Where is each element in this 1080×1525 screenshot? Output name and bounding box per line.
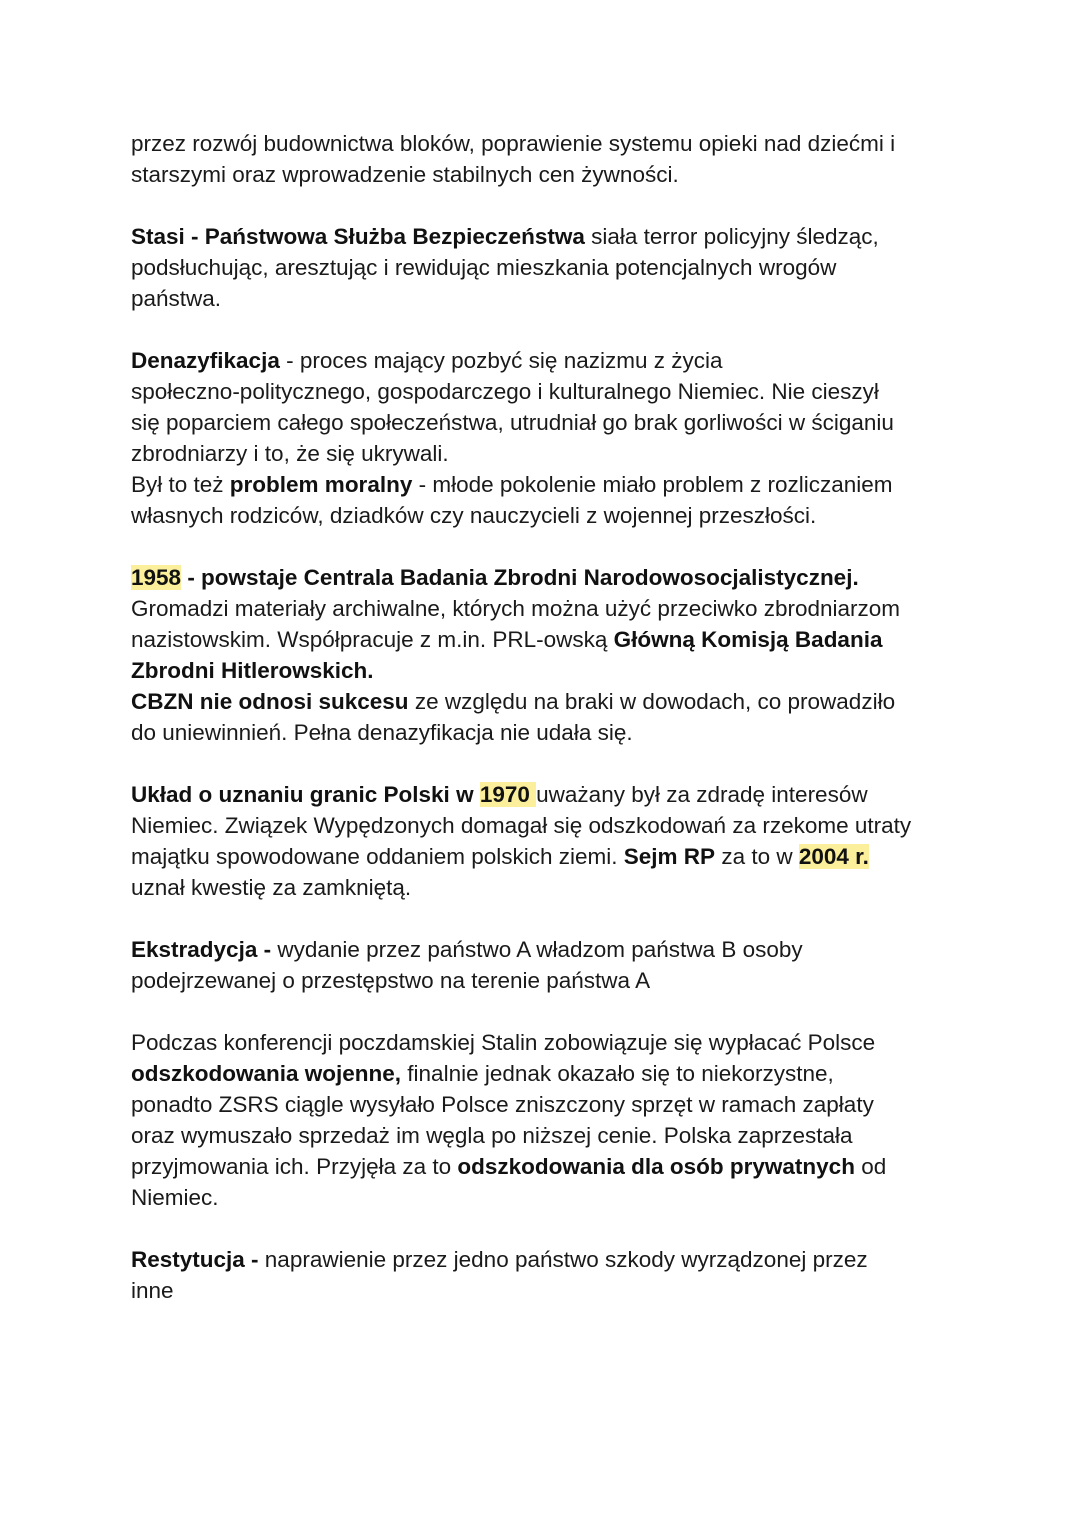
text-segment: nazistowskim. Współpracuje z m.in. PRL-owską [131,627,614,652]
text-line: uznał kwestię za zamkniętą. [131,875,412,900]
text-segment: - młode pokolenie miało problem z rozliczaniem [412,472,893,497]
bold-phrase: odszkodowania dla osób prywatnych [457,1154,855,1179]
text-line [131,655,980,686]
bold-phrase: Układ o uznaniu granic Polski w [131,782,480,807]
text-line [131,934,980,965]
term-restytucja: Restytucja - [131,1247,259,1272]
text-line: państwa. [131,286,222,311]
text-line [131,221,980,252]
paragraph-stasi [131,221,980,314]
text-line: oraz wymuszało sprzedaż im węgla po niższej cenie. Polska zaprzestała [131,1123,853,1148]
bold-phrase: odszkodowania wojenne, [131,1061,402,1086]
text-line: społeczno-politycznego, gospodarczego i kulturalnego Niemiec. Nie cieszył [131,379,879,404]
text-line: Niemiec. [131,1185,219,1210]
paragraph-reparations [131,1027,980,1213]
paragraph-border-treaty [131,779,980,903]
text-line [131,562,980,593]
text-line [131,1244,980,1275]
text-line [131,624,980,655]
text-line [131,469,980,500]
text-line: podsłuchując, aresztując i rewidując mieszkania potencjalnych wrogów [131,255,837,280]
text-line [131,1151,980,1182]
text-segment: Był to też [131,472,230,497]
text-line: przez rozwój budownictwa bloków, poprawienie systemu opieki nad dziećmi i [131,131,896,156]
bold-phrase: Zbrodni Hitlerowskich. [131,658,374,683]
highlighted-year: 1958 [131,565,182,590]
bold-phrase: problem moralny [229,472,413,497]
text-line [131,1058,980,1089]
text-line: do uniewinnień. Pełna denazyfikacja nie udała się. [131,720,633,745]
text-segment: - proces mający pozbyć się nazizmu z życia [279,348,723,373]
highlighted-year: 1970 [479,782,530,807]
term-denazyfikacja: Denazyfikacja [131,348,280,373]
text-segment: przyjmowania ich. Przyjęła za to [131,1154,458,1179]
paragraph-welfare [131,128,980,190]
term-stasi: Stasi - Państwowa Służba Bezpieczeństwa [131,224,585,249]
bold-phrase: Sejm RP [623,844,716,869]
text-segment: siała terror policyjny śledząc, [584,224,879,249]
text-segment: ze względu na braki w dowodach, co prowadziło [408,689,896,714]
text-line [131,779,980,810]
term-ekstradycja: Ekstradycja - [131,937,272,962]
text-line: zbrodniarzy i to, że się ukrywali. [131,441,449,466]
bold-phrase: CBZN nie odnosi sukcesu [131,689,409,714]
text-line [131,841,980,872]
text-segment: uważany był za zdradę interesów [536,782,868,807]
paragraph-denazification [131,345,980,531]
paragraph-extradition [131,934,980,996]
text-segment: finalnie jednak okazało się to niekorzystne, [401,1061,834,1086]
text-line: własnych rodziców, dziadków czy nauczycieli z wojennej przeszłości. [131,503,817,528]
text-segment: od [854,1154,887,1179]
text-segment: za to w [715,844,799,869]
bold-phrase: - powstaje Centrala Badania Zbrodni Narodowosocjalistycznej. [181,565,859,590]
text-segment: majątku spowodowane oddaniem polskich ziemi. [131,844,624,869]
text-line: Podczas konferencji poczdamskiej Stalin zobowiązuje się wypłacać Polsce [131,1030,876,1055]
text-line: starszymi oraz wprowadzenie stabilnych cen żywności. [131,162,679,187]
paragraph-restitution [131,1244,980,1306]
text-segment: naprawienie przez jedno państwo szkody wyrządzonej przez [258,1247,868,1272]
text-line: Niemiec. Związek Wypędzonych domagał się odszkodowań za rzekome utraty [131,813,912,838]
paragraph-cbzn [131,562,980,748]
text-line: ponadto ZSRS ciągle wysyłało Polsce zniszczony sprzęt w ramach zapłaty [131,1092,874,1117]
text-line: Gromadzi materiały archiwalne, których można użyć przeciwko zbrodniarzom [131,596,901,621]
text-line [131,686,980,717]
highlighted-year: 2004 r. [798,844,869,869]
text-line [131,345,980,376]
text-segment: wydanie przez państwo A władzom państwa B osoby [271,937,803,962]
text-line: podejrzewanej o przestępstwo na terenie państwa A [131,968,651,993]
text-line: inne [131,1278,174,1303]
text-line: się poparciem całego społeczeństwa, utrudniał go brak gorliwości w ściganiu [131,410,894,435]
bold-phrase: Główną Komisją Badania [613,627,883,652]
